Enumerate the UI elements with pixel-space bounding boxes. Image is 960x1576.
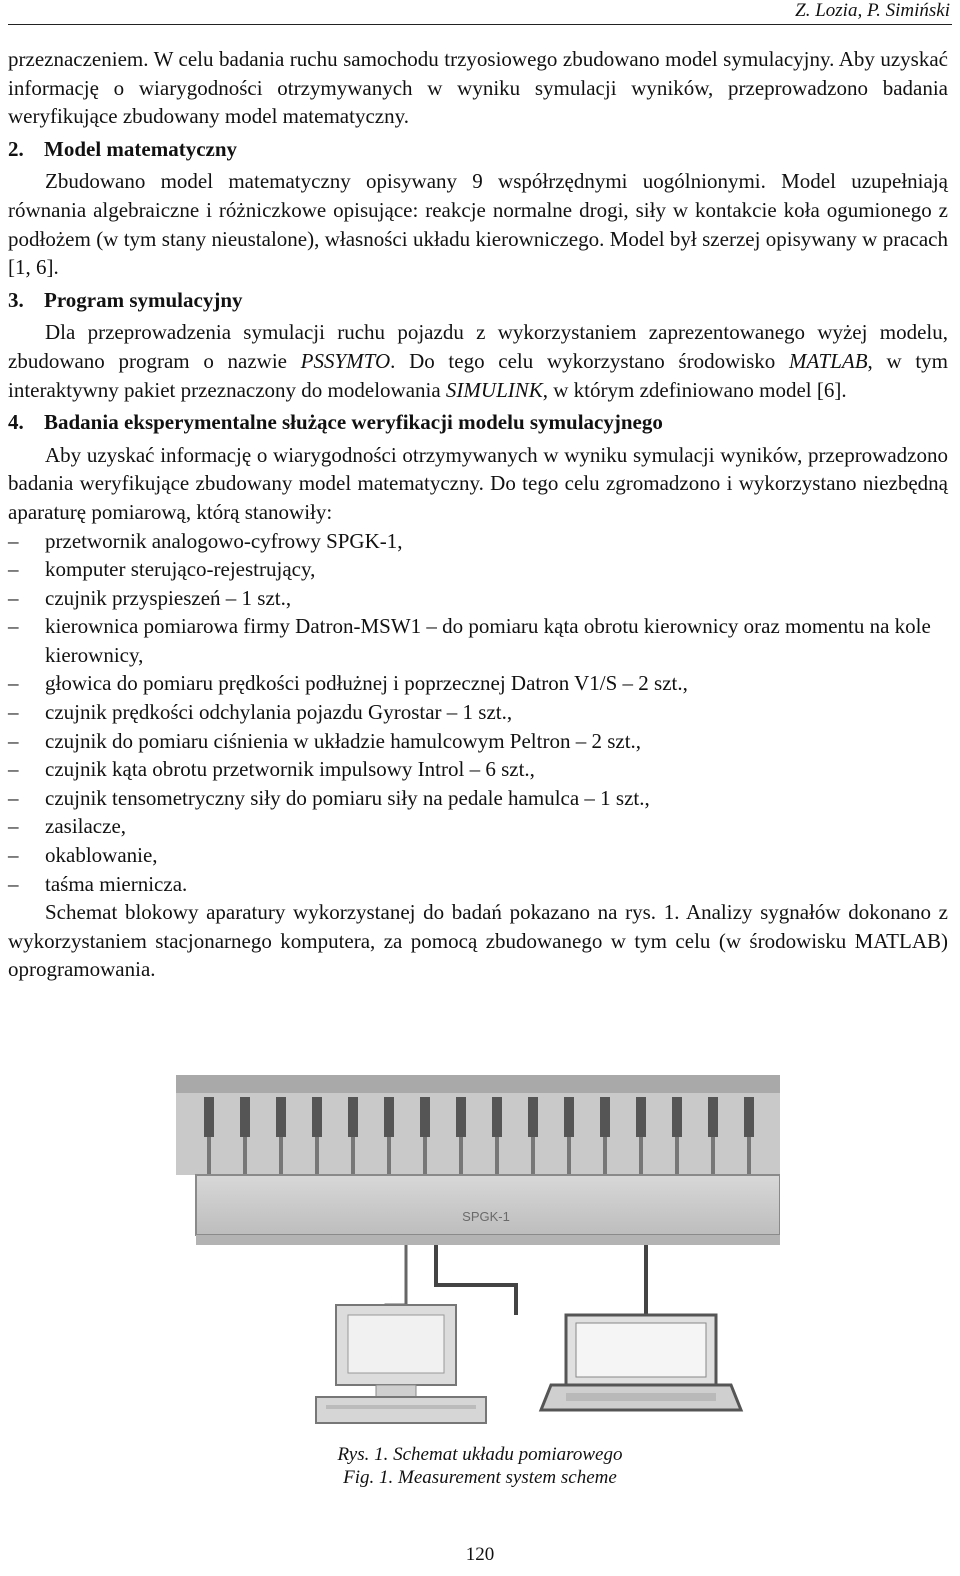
sensor-connector [564,1097,574,1137]
measurement-system-figure [176,1075,780,1437]
section-number: 3. [8,287,24,312]
sensor-connector [528,1097,538,1137]
sensor-wire [531,1137,535,1175]
text-run: Dla przeprowadzenia symulacji ruchu pojazdu z wykorzystaniem zaprezentowanego wyżej modelu, zbudowano program o nazwie [8,320,948,373]
list-item [8,698,948,727]
sensor-wire [603,1137,607,1175]
after-list-paragraph: Schemat blokowy aparatury wykorzystanej do badań pokazano na rys. 1. Analizy sygnałów dokonano z wykorzystaniem stacjonarnego komputera, za pomocą zbudowanego w tym celu (w środowisku MATLAB) oprogramowania. [8,900,948,982]
section-title: Badania eksperymentalne służące weryfikacji modelu symulacyjnego [44,410,663,435]
sensor-connector [240,1097,250,1137]
list-item [8,669,948,698]
sensor-connector [276,1097,286,1137]
section-2-paragraph: Zbudowano model matematyczny opisywany 9 współrzędnymi uogólnionymi. Model uzupełniają równania algebraiczne i różniczkowe opisujące: reakcje normalne drogi, siły w kontakcie koła ogumionego z podłożem (w tym stany nieustalone), własności układu kierowniczego. Model był szerzej opisywany w pracach [1, 6]. [8,169,948,280]
sensor-wire [315,1137,319,1175]
section-number: 2. [8,136,24,161]
list-item-text: komputer sterująco-rejestrujący, [45,557,316,582]
sensor-wire [423,1137,427,1175]
sensor-wire [387,1137,391,1175]
sensor-wire [279,1137,283,1175]
dash-bullet: – [8,528,19,553]
dash-bullet: – [8,843,19,868]
list-item [8,727,948,756]
dash-bullet: – [8,614,19,639]
sensor-connector [348,1097,358,1137]
list-item-text: czujnik do pomiaru ciśnienia w układzie hamulcowym Peltron – 2 szt., [45,728,642,753]
section-title: Model matematyczny [44,136,238,161]
sensor-connector [492,1097,502,1137]
list-item-text: czujnik kąta obrotu przetwornik impulsowy Introl – 6 szt., [45,757,535,782]
list-item [8,612,948,669]
text-run: . Do tego celu wykorzystano środowisko [390,348,789,373]
bus-bar [196,1235,780,1245]
dash-bullet: – [8,785,19,810]
sensor-wire [711,1137,715,1175]
text-run: , w którym zdefiniowano model [6]. [542,377,847,402]
sensor-connector [204,1097,214,1137]
section-title: Program symulacyjny [44,287,243,312]
desktop-computer [316,1305,486,1423]
figure-caption-en: Fig. 1. Measurement system scheme [343,1467,617,1488]
section-3-heading [8,286,948,315]
sensor-wire [243,1137,247,1175]
sensor-wire [495,1137,499,1175]
list-item-text: głowica do pomiaru prędkości podłużnej i poprzecznej Datron V1/S – 2 szt., [45,671,688,696]
intro-paragraph: przeznaczeniem. W celu badania ruchu samochodu trzyosiowego zbudowano model symulacyjny. Aby uzyskać informację o wiarygodności otrzymywanych w wyniku symulacji wyników, przeprowadzono badania weryfikujące zbudowany model matematyczny. [8,47,948,129]
list-item [8,841,948,870]
spgk-box [196,1175,780,1235]
sensor-connector [636,1097,646,1137]
sensor-wire [675,1137,679,1175]
figure-caption-pl: Rys. 1. Schemat układu pomiarowego [337,1444,623,1465]
section-number: 4. [8,410,24,435]
dash-bullet: – [8,814,19,839]
sensor-strip-top [176,1075,780,1093]
laptop-computer [541,1315,741,1410]
list-item [8,812,948,841]
software-name: MATLAB [788,348,868,373]
section-2-heading [8,135,948,164]
text-run: , w tym interaktywny pakiet przeznaczony do modelowania [8,348,948,402]
page-body [8,45,948,984]
sensor-connector [456,1097,466,1137]
list-item [8,527,948,556]
sensor-wire [567,1137,571,1175]
list-item-text: czujnik tensometryczny siły do pomiaru siły na pedale hamulca – 1 szt., [45,785,650,810]
sensor-connector [600,1097,610,1137]
list-item [8,555,948,584]
dash-bullet: – [8,871,19,896]
running-header [8,0,952,25]
sensor-wire [459,1137,463,1175]
equipment-list [8,527,948,899]
sensor-wire [351,1137,355,1175]
list-item-text: czujnik przyspieszeń – 1 szt., [45,585,292,610]
dash-bullet: – [8,671,19,696]
list-item-text: taśma miernicza. [45,871,188,896]
list-item [8,755,948,784]
sensor-connector [744,1097,754,1137]
list-item-text: kierownica pomiarowa firmy Datron-MSW1 – do pomiaru kąta obrotu kierownicy oraz momentu na kole kierownicy, [45,614,931,667]
sensor-wire [639,1137,643,1175]
sensor-connector [708,1097,718,1137]
sensor-connector [312,1097,322,1137]
spgk-label: SPGK-1 [462,1209,510,1224]
list-item [8,870,948,899]
list-item-text: czujnik prędkości odchylania pojazdu Gyrostar – 1 szt., [45,700,513,725]
sensor-connector [672,1097,682,1137]
list-item-text: okablowanie, [45,843,158,868]
list-item-text: przetwornik analogowo-cyfrowy SPGK-1, [45,528,403,553]
dash-bullet: – [8,557,19,582]
section-4-heading [8,408,948,437]
figure-diagram [176,1075,780,1437]
sensor-wire [207,1137,211,1175]
sensor-wire [747,1137,751,1175]
dash-bullet: – [8,700,19,725]
program-name: PSSYMTO [300,348,391,373]
list-item [8,584,948,613]
dash-bullet: – [8,585,19,610]
list-item [8,784,948,813]
section-3-paragraph [8,318,948,404]
dash-bullet: – [8,757,19,782]
header-authors: Z. Lozia, P. Simiński [795,0,950,21]
section-4-paragraph: Aby uzyskać informację o wiarygodności otrzymywanych w wyniku symulacji wyników, przeprowadzono badania weryfikujące zbudowany model matematyczny. Do tego celu zgromadzono i wykorzystano niezbędną aparaturę pomiarową, którą stanowiły: [8,442,948,524]
software-name: SIMULINK [445,377,543,402]
sensor-connector [384,1097,394,1137]
page-number: 120 [465,1544,495,1565]
list-item-text: zasilacze, [45,814,127,839]
dash-bullet: – [8,728,19,753]
sensor-connector [420,1097,430,1137]
